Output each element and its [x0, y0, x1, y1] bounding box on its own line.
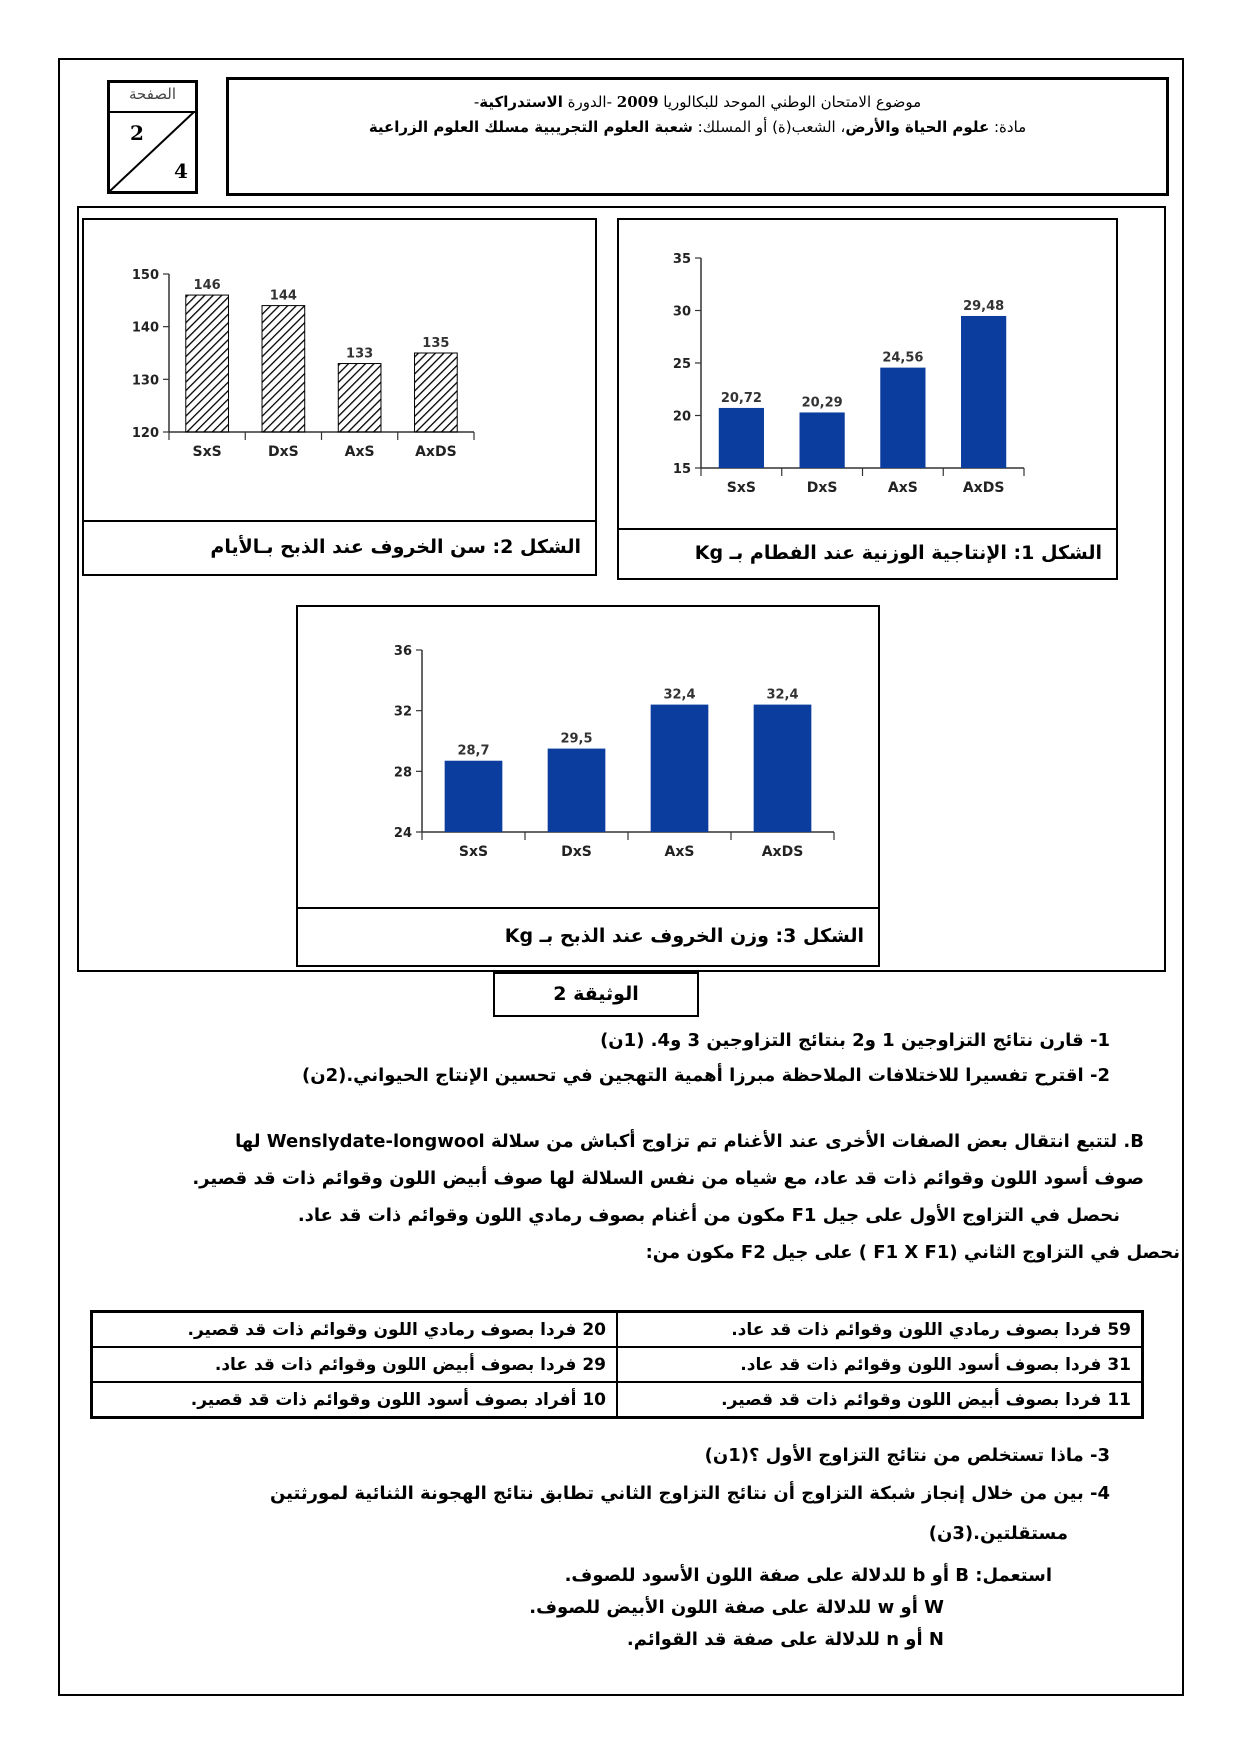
figure-2-caption: الشكل 2: سن الخروف عند الذبح بـالأيام — [84, 520, 595, 574]
x-tick-label: SxS — [458, 844, 489, 860]
y-tick-label: 15 — [672, 462, 691, 477]
bar-value-label: 20,72 — [720, 390, 762, 406]
bar — [262, 306, 305, 432]
bar-value-label: 20,29 — [801, 395, 843, 411]
x-tick-label: AxS — [887, 480, 918, 496]
bar — [880, 368, 925, 468]
part-b-line-1: B. لتتبع انتقال بعض الصفات الأخرى عند الأغنام تم تزاوج أكباش من سلالة Wenslydate-longwool لها — [235, 1131, 1144, 1152]
table-row — [92, 1382, 1143, 1418]
bar — [445, 761, 503, 832]
page-total: 4 — [174, 159, 188, 183]
page-label: الصفحة — [128, 85, 177, 103]
question-3: 3- ماذا تستخلص من نتائج التزاوج الأول ؟(1ن) — [704, 1445, 1110, 1466]
bar-value-label: 32,4 — [663, 687, 696, 703]
x-tick-label: DxS — [561, 844, 592, 860]
table-row — [92, 1347, 1143, 1382]
y-tick-label: 130 — [131, 373, 159, 389]
bar — [651, 705, 709, 832]
f2-results-table — [90, 1310, 1144, 1419]
x-tick-label: AxDS — [962, 480, 1005, 496]
figure-1 — [617, 218, 1118, 580]
bar — [754, 705, 812, 832]
legend-line-3: N أو n للدلالة على صفة قد القوائم. — [626, 1629, 944, 1650]
x-tick-label: DxS — [268, 444, 299, 460]
bar — [415, 353, 458, 432]
bar-value-label: 144 — [269, 288, 297, 304]
x-tick-label: SxS — [192, 444, 222, 460]
figure-2-chart — [84, 220, 595, 520]
figure-3-chart — [298, 607, 878, 905]
bar — [338, 364, 381, 432]
legend-line-1: استعمل: B أو b للدلالة على صفة اللون الأسود للصوف. — [564, 1565, 1052, 1586]
y-tick-label: 120 — [131, 426, 159, 441]
y-tick-label: 24 — [393, 826, 412, 841]
bar — [186, 295, 229, 432]
part-b-line-2: صوف أسود اللون وقوائم ذات قد عاد، مع شياه من نفس السلالة لها صوف أبيض اللون وقوائم ذات قد قصير. — [192, 1168, 1144, 1189]
x-tick-label: DxS — [806, 480, 838, 496]
bar — [800, 412, 845, 468]
exam-header — [226, 77, 1169, 196]
table-cell: 20 فردا بصوف رمادي اللون وقوائم ذات قد قصير. — [92, 1312, 618, 1348]
table-row — [92, 1312, 1143, 1348]
y-tick-label: 28 — [393, 765, 412, 781]
y-tick-label: 140 — [131, 320, 159, 336]
header-line-2: مادة: علوم الحياة والأرض، الشعب(ة) أو المسلك: شعبة العلوم التجريبية مسلك العلوم الزراعية — [368, 118, 1027, 136]
figure-1-chart — [619, 220, 1116, 520]
page-number-box — [107, 80, 198, 194]
bar-value-label: 135 — [422, 336, 450, 351]
y-tick-label: 32 — [393, 704, 412, 720]
bar-value-label: 29,5 — [560, 731, 593, 747]
table-cell: 31 فردا بصوف أسود اللون وقوائم ذات قد عاد. — [617, 1347, 1143, 1382]
y-tick-label: 36 — [393, 644, 412, 659]
page-current: 2 — [130, 121, 144, 145]
table-cell: 10 أفراد بصوف أسود اللون وقوائم ذات قد قصير. — [92, 1382, 618, 1418]
figure-3 — [296, 605, 880, 967]
part-b-line-3: نحصل في التزاوج الأول على جيل F1 مكون من أغنام بصوف رمادي اللون وقوائم ذات قد عاد. — [297, 1205, 1120, 1226]
bar — [961, 316, 1006, 468]
y-tick-label: 20 — [672, 409, 691, 425]
figure-1-caption: الشكل 1: الإنتاجية الوزنية عند الفطام بـ Kg — [619, 528, 1116, 578]
bar — [719, 408, 764, 468]
document-label: الوثيقة 2 — [493, 972, 699, 1017]
figure-3-caption: الشكل 3: وزن الخروف عند الذبح بـ Kg — [298, 907, 878, 965]
x-tick-label: SxS — [726, 480, 756, 496]
header-line-1: موضوع الامتحان الوطني الموحد للبكالوريا 2009 -الدورة الاستدراكية- — [473, 93, 922, 111]
question-4-line-1: 4- بين من خلال إنجاز شبكة التزاوج أن نتائج التزاوج الثاني تطابق نتائج الهجونة الثنائية لمورثتين — [269, 1483, 1110, 1504]
question-2: 2- اقترح تفسيرا للاختلافات الملاحظة مبرزا أهمية التهجين في تحسين الإنتاج الحيواني.(2ن) — [301, 1065, 1110, 1086]
x-tick-label: AxS — [664, 844, 695, 860]
y-tick-label: 35 — [672, 252, 691, 267]
bar-value-label: 133 — [346, 346, 374, 362]
table-cell: 29 فردا بصوف أبيض اللون وقوائم ذات قد عاد. — [92, 1347, 618, 1382]
y-tick-label: 30 — [672, 304, 691, 320]
question-4-line-2: مستقلتين.(3ن) — [928, 1523, 1068, 1544]
y-tick-label: 150 — [131, 268, 159, 283]
bar-value-label: 24,56 — [882, 350, 924, 366]
bar-value-label: 146 — [193, 278, 221, 294]
figure-2 — [82, 218, 597, 576]
bar — [548, 749, 606, 832]
table-cell: 59 فردا بصوف رمادي اللون وقوائم ذات قد عاد. — [617, 1312, 1143, 1348]
x-tick-label: AxS — [344, 444, 375, 460]
table-cell: 11 فردا بصوف أبيض اللون وقوائم ذات قد قصير. — [617, 1382, 1143, 1418]
bar-value-label: 28,7 — [457, 743, 490, 759]
bar-value-label: 29,48 — [963, 298, 1005, 314]
question-1: 1- قارن نتائج التزاوجين 1 و2 بنتائج التزاوجين 3 و4. (1ن) — [600, 1030, 1110, 1051]
part-b-line-4: نحصل في التزاوج الثاني (F1 X F1 ) على جيل F2 مكون من: — [645, 1242, 1180, 1263]
x-tick-label: AxDS — [415, 444, 457, 460]
x-tick-label: AxDS — [761, 844, 804, 860]
y-tick-label: 25 — [672, 357, 691, 372]
bar-value-label: 32,4 — [766, 687, 799, 703]
legend-line-2: W أو w للدلالة على صفة اللون الأبيض للصوف. — [529, 1597, 944, 1618]
